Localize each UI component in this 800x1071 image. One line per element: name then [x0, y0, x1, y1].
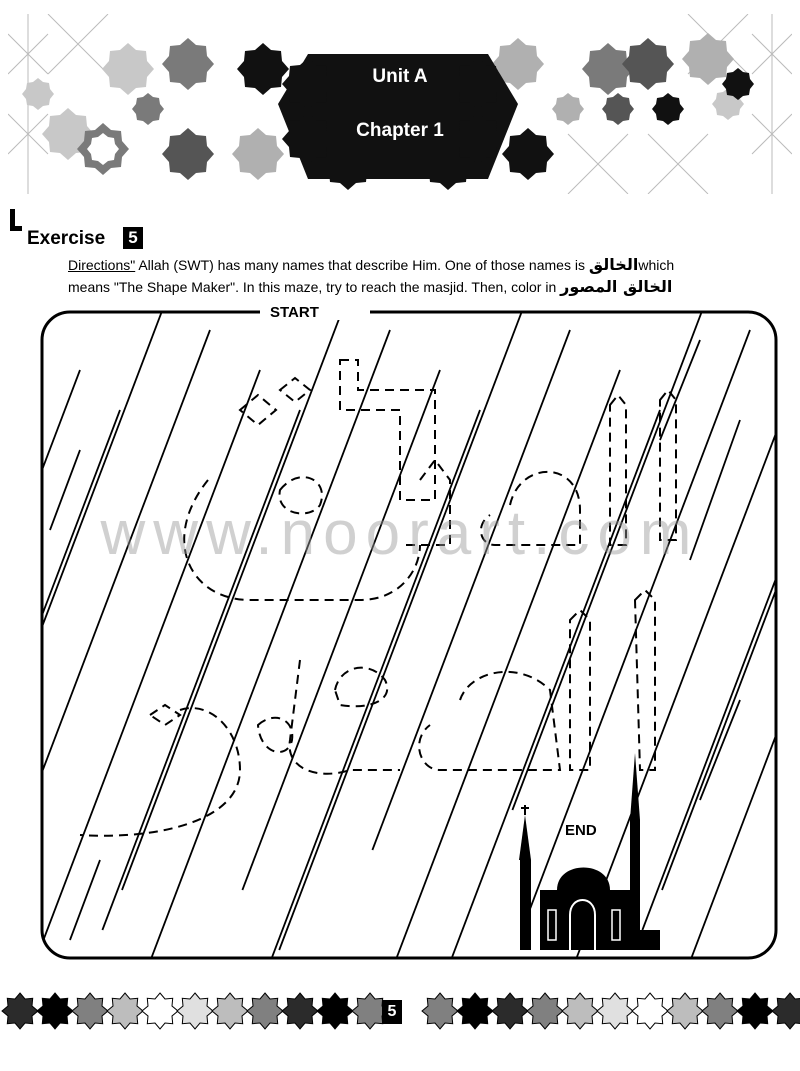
footer-star [142, 993, 178, 1029]
directions-text-3: means "The Shape Maker". In this maze, try to reach the masjid. Then, color in [68, 279, 561, 295]
footer-star [737, 993, 773, 1029]
maze-wall [660, 340, 700, 440]
chapter-label: Chapter 1 [356, 120, 444, 141]
arabic-name-khaliq: الخالق [588, 255, 639, 274]
maze[interactable] [40, 300, 778, 960]
maze-lines [40, 300, 778, 960]
maze-wall [40, 370, 80, 960]
arabic-name-khaliq-musawwir: الخالق المصور [560, 277, 673, 296]
footer-star [562, 993, 598, 1029]
footer-star [527, 993, 563, 1029]
footer-star [772, 993, 800, 1029]
footer-star [107, 993, 143, 1029]
directions-label: Directions" [68, 257, 136, 273]
maze-start-label: START [270, 304, 319, 321]
footer-star [492, 993, 528, 1029]
exercise-number: 5 [123, 227, 143, 249]
directions-text-2: which [638, 257, 675, 273]
maze-end-label: END [565, 822, 597, 839]
footer-star [247, 993, 283, 1029]
footer-star [177, 993, 213, 1029]
footer-star [422, 993, 458, 1029]
footer-star [457, 993, 493, 1029]
maze-wall [679, 330, 778, 960]
footer-star [2, 993, 38, 1029]
maze-wall [40, 410, 120, 960]
footer-star [597, 993, 633, 1029]
maze-wall [372, 330, 570, 850]
footer-star [37, 993, 73, 1029]
footer-star [632, 993, 668, 1029]
maze-wall [40, 330, 210, 930]
maze-wall [139, 330, 390, 960]
maze-wall [102, 410, 300, 930]
header-banner [8, 14, 792, 194]
page-number: 5 [382, 1000, 402, 1024]
maze-wall [252, 410, 480, 960]
footer-star [317, 993, 353, 1029]
unit-label: Unit A [372, 66, 428, 87]
exercise-marker-foot [10, 226, 22, 231]
maze-wall [40, 370, 260, 960]
footer-star [212, 993, 248, 1029]
footer-star [667, 993, 703, 1029]
footer-star [72, 993, 108, 1029]
maze-wall [242, 370, 440, 890]
maze-border [42, 312, 776, 958]
directions [68, 254, 788, 298]
exercise-title: Exercise [27, 228, 106, 249]
watermark: www.noorart.com [100, 499, 700, 568]
maze-wall [642, 410, 778, 930]
footer-star [702, 993, 738, 1029]
maze-wall [122, 300, 350, 890]
masjid-icon [519, 753, 660, 950]
maze-wall [409, 410, 660, 960]
maze-wall [70, 860, 100, 940]
footer-star [282, 993, 318, 1029]
maze-wall [700, 700, 740, 800]
directions-text-1: Allah (SWT) has many names that describe Him. One of those names is [135, 257, 589, 273]
maze-wall [662, 300, 778, 890]
